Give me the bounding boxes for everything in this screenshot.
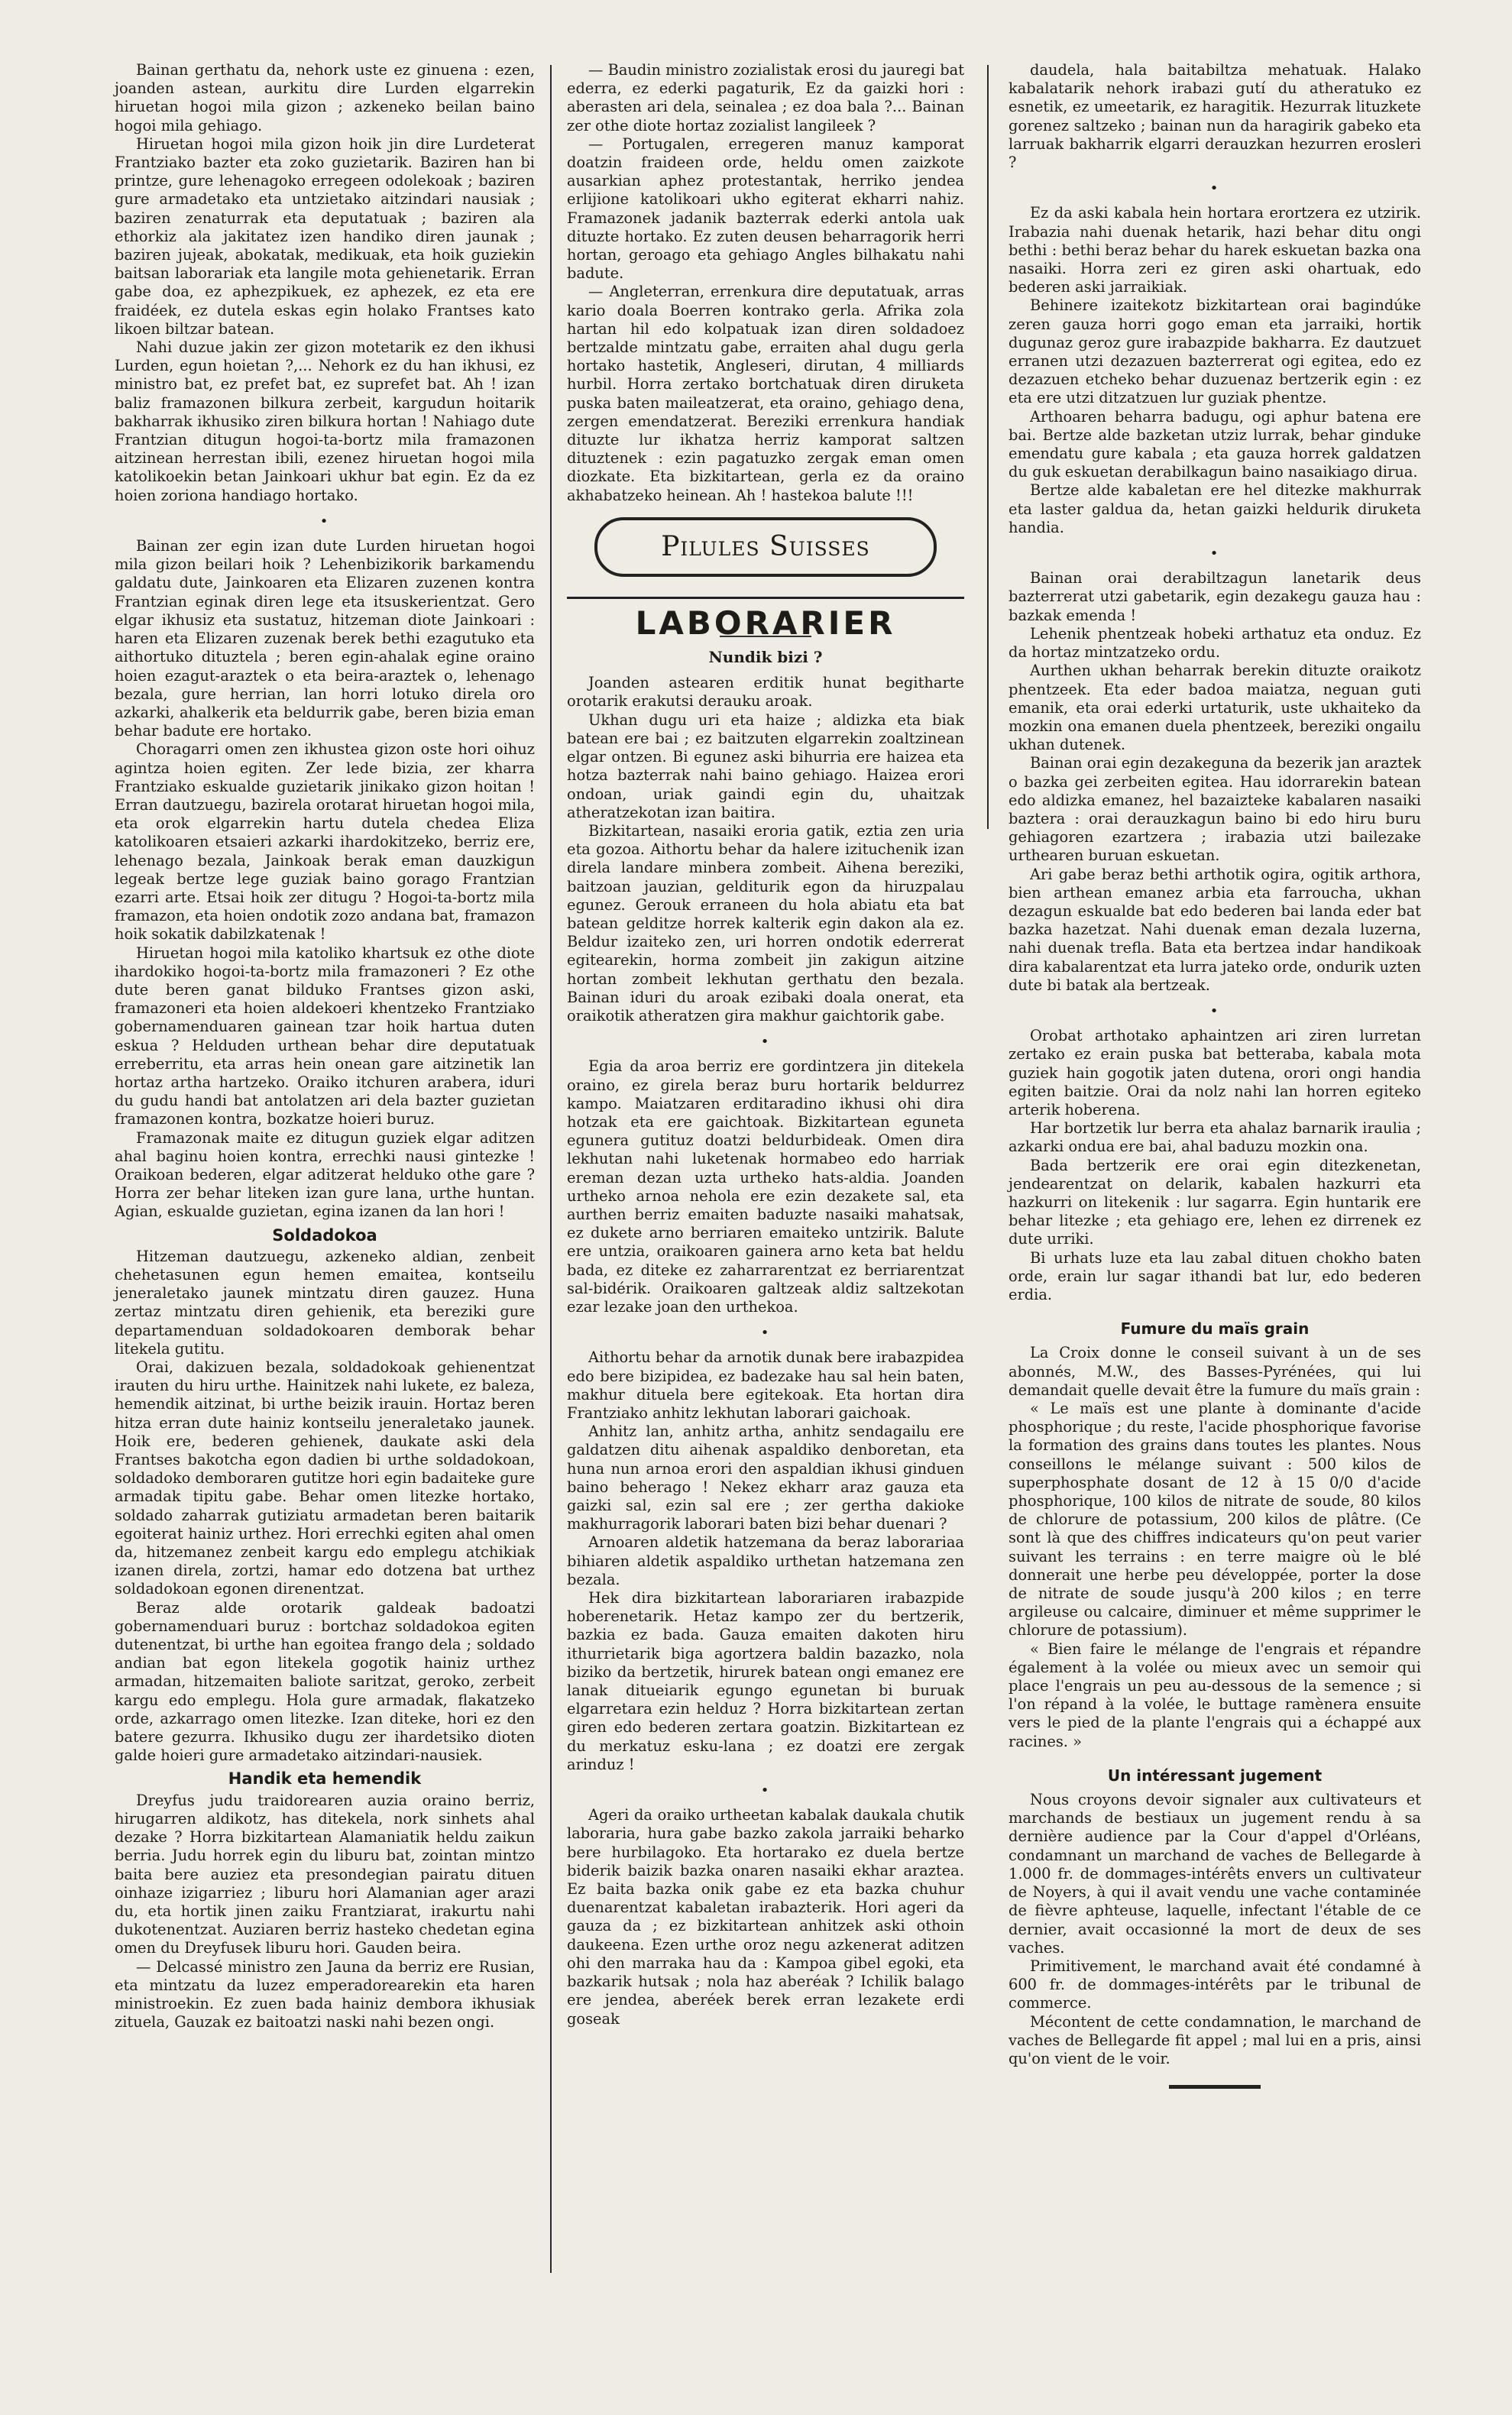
paragraph: Bada bertzerik ere orai egin ditezkenetan, jendearentzat on delarik, kabalen hazkurri eta hazkurri on litekenik : lur sagarra. Egin huntarik ere behar litezke ; eta gehiago ere, lehen ez dirrenek ez dute urriki. [1009,1156,1421,1248]
paragraph: — Portugalen, erregeren manuz kamporat doatzin fraideen orde, heldu omen zaizkote ausarkian aphez protestantak, herriko jendea erlijione katolikoari ukho egiterat ekharri nahiz. Framazonek jadanik bazterrak ederki antola uak dituzte hortako. Ez zuten deusen beharragorik herri hortan, geroago eta gehiago Angles bilhakatu nahi badute. [567,134,964,283]
paragraph: Arnoaren aldetik hatzemana da beraz laborariaa bihiaren aldetik aspaldiko urthetan hatzemana zen bezala. [567,1533,964,1588]
column-1 [115,61,535,2031]
column-2 [567,61,964,2028]
paragraph: Framazonak maite ez ditugun guziek elgar aditzen ahal baginu hoien kontra, errechki nausi gintezke ! Oraikoan bederen, elgar aditzerat helduko othe gare ? Horra zer behar liteken izan gure lana, urthe huntan. Agian, eskualde guzietan, egina izanen da lan hori ! [115,1128,535,1221]
paragraph: Anhitz lan, anhitz artha, anhitz sendagailu ere galdatzen ditu aihenak aspaldiko denboretan, eta huna nun arnoa erori den aspaldian ikhusi ginduen baino beherago ! Nekez ekharr araz gauza eta gaizki sal, ezin sal ere ; zer gertha dakioke makhurragorik laborari baten bizi behar duenari ? [567,1423,964,1533]
pilules-suisses-ad: Pilules Suisses [594,517,937,577]
paragraph: Dreyfus judu traidorearen auzia oraino berriz, hirugarren aldikotz, has ditekela, nork sinhets ahal dezake ? Horra bizkitartean Alamaniatik heldu zaikun berria. Judu horrek egin du liburu bat, zointan mintzo baita bere auziez eta presondegian pairatu dituen oinhaze izigarriez ; liburu hori Alamanian ager arazi du, eta hortik jinen zaiku Frantziarat, irakurtu nahi dukotenentzat. Auziaren berriz hasteko chedetan egina omen du Dreyfusek liburu hori. Gauden beira. [115,1791,535,1957]
paragraph: Egia da aroa berriz ere gordintzera jin ditekela oraino, ez girela beraz buru hortarik beldurrez kampo. Maiatzaren erditaradino ikhusi ohi dira hotzak eta ere gaichtoak. Bizkitartean eguneta egunera gutituz doatzi beldurbideak. Omen dira lekhutan nahi luketenak hormabeo edo harriak ereman dezan uzta urtheko hats-aldia. Joanden urtheko arnoa nehola ere ezin dezakete sal, eta aurthen berriz emaiten baduzte nasaiki mahatsak, ez dukete arno berriaren emaiteko untzirik. Balute ere untzia, oraikoaren gainera arno keta bat heldu bada, ez diteke ez zaharrarentzat ez berriarentzat sal-bidérik. Oraikoaren galtzeak aldiz saltzekotan ezar lezake joan den urthekoa. [567,1057,964,1316]
divider [567,597,964,599]
end-rule [1169,2085,1261,2089]
section-subheading: Nundik bizi ? [708,648,823,667]
paragraph: Ari gabe beraz bethi arthotik ogira, ogitik arthora, bien arthean emanez arbia eta farroucha, ukhan dezagun eskualde bat edo bederen bai landa eder bat bazka hazetzat. Nahi duenak eman dezala luzerna, nahi duenak trefla. Bata eta bertzea indar handikoak dira kabalarentzat eta lurra jateko orde, ondurik uzten dute bi batak ala bertzeak. [1009,865,1421,994]
paragraph: Joanden astearen erditik hunat begitharte orotarik erakutsi derauku aroak. [567,674,964,711]
section-masthead: LABORARIER [635,604,896,642]
paragraph: La Croix donne le conseil suivant à un de ses abonnés, M.W., des Basses-Pyrénées, qui lui demandait quelle devait être la fumure du maïs grain : [1009,1344,1421,1399]
section-dots: • [760,1782,771,1799]
paragraph: « Le maïs est une plante à dominante d'acide phosphorique ; du reste, l'acide phosphorique favorise la formation des grains dans toutes les plantes. Nous conseillons le mélange suivant : 500 kilos de superphosphate dosant de 12 à 15 0/0 d'acide phosphorique, 100 kilos de nitrate de soude, 80 kilos de chlorure de potassium, 200 kilos de plâtre. (Ce sont là que des chiffres indicateurs qu'on peut varier suivant les terrains : en terre maigre où le blé donnerait une herbe peu développée, porter la dose de nitrate de soude jusqu'à 200 kilos ; en terre argileuse ou calcaire, diminuer et même supprimer le chlorure de potassium). [1009,1400,1421,1640]
paragraph: Hiruetan hogoi mila gizon hoik jin dire Lurdeterat Frantziako bazter eta zoko guzietarik. Baziren han bi printze, gure lehenagoko erregeen odolekoak ; baziren gure armadetako eta untzietako aitzindari nausiak ; baziren zenaturrak eta deputatuak ; baziren ala ethorkiz ala jakitatez izen handiko diren jaunak ; baziren jujeak, abokatak, medikuak, eta hoik guziekin baitsan laborariak eta langile mota gehienetarik. Erran gabe doa, ez aphezpikuek, ez aphezek, ez eta ere fraidéek, ez dutela eskas egin holako Frantses kato likoen biltzar batean. [115,134,535,338]
paragraph: Hitzeman dautzuegu, azkeneko aldian, zenbeit chehetasunen egun hemen emaitea, kontseilu jeneraletako jaunek mintzatu diren gauzez. Huna zertaz mintzatu diren gehienik, eta bereziki gure departamenduan soldadokoaren demborak behar litekela gutitu. [115,1247,535,1358]
paragraph: Nahi duzue jakin zer gizon motetarik ez den ikhusi Lurden, egun hoietan ?,... Nehork ez du han ikhusi, ez ministro bat, ez prefet bat, ez suprefet bat. Ah ! izan baliz framazonen bilkura zerbeit, kargudun hoitarik bakharrak ikhusiko ziren bilkura hortan ! Nahiago dute Frantzian ditugun hogoi-ta-bortz mila framazonen aitzinean herrestan ibili, ezenez hiruetan hogoi mila katolikoekin betan Jainkoari ukhur bat egin. Ez da ez hoien zoriona handiago hortako. [115,338,535,504]
section-heading-soldadokoa: Soldadokoa [272,1225,377,1245]
paragraph: Orobat arthotako aphaintzen ari ziren lurretan zertako ez erain puska bat betteraba, kabala mota guziek hain gogotik jaten dutena, orori ongi handia egiten baitzie. Orai da nolz nahi lan horren egiteko arterik hoberena. [1009,1027,1421,1118]
column-rule-right [987,65,989,829]
section-dots: • [1209,545,1220,562]
paragraph: — Angleterran, errenkura dire deputatuak, arras kario doala Boerren kontrako gerla. Afrika zola hartan hil edo kolpatuak izan diren soldadoez bertzalde mintzatu gabe, erraiten ahal dugu gerla hortako hastetik, Angleseri, dirutan, 4 milliards hurbil. Horra zertako bortchatuak diren diruketa puska baten maileatzerat, eta oraino, gehiago dena, zergen emendatzerat. Bereziki errenkura handiak dituzte lur ikhatza herriz kamporat saltzen dituztenek : ezin pagatuzko zergak eman omen diozkate. Eta bizkitartean, gerla ez da oraino akhabatzeko heinean. Ah ! hastekoa balute !!! [567,283,964,504]
paragraph: Mécontent de cette condamnation, le marchand de vaches de Bellegarde fit appel ; mal lui en a pris, ainsi qu'on vient de le voir. [1009,2012,1421,2067]
section-dots: • [1209,180,1220,197]
section-heading-jugement: Un intéressant jugement [1107,1766,1323,1785]
paragraph: Behinere izaitekotz bizkitartean orai bagindúke zeren gauza horri gogo eman eta jarraiki, hortik dugunaz geroz gure irabazpide bakharra. Ez dautzuet erranen utzi dezazuen bazterrerat ogi egitea, edo ez dezazuen etcheko behar duzuenaz bertzerik egin : ez eta ere utzi ditzatzuen lur guziak phentze. [1009,296,1421,407]
paragraph: — Delcassé ministro zen Jauna da berriz ere Rusian, eta mintzatu da luzez emperadorearekin eta haren ministroekin. Ez zuen bada hainiz dembora ikhusiak zituela, Gauzak ez baitoatzi naski nahi bezen ongi. [115,1957,535,2031]
paragraph: Bainan orai derabiltzagun lanetarik deus bazterrerat utzi gabetarik, egin dezakegu gauza hau : bazkak emenda ! [1009,569,1421,624]
paragraph: Choragarri omen zen ikhustea gizon oste hori oihuz agintza hoien egiten. Zer lede bizia, zer kharra Frantziako eskualde guzietarik jinikako gizon hoitan ! Erran dautzuegu, bazirela orotarat hiruetan hogoi mila, eta orok elgarrekin hartu dutela chedea Eliza katolikoaren etsaieri azkarki ihardokitzeko, berriz ere, lehenago bezala, Jainkoak berak eman dauzkigun legeak bertze lege guziak baino gorago Frantzian ezarri arte. Etsai hoik zer ditugu ? Hogoi-ta-bortz mila framazon, eta hoien ondotik zozo andana bat, framazon hoik sokatik dabilzkatenak ! [115,740,535,944]
paragraph: Bainan gerthatu da, nehork uste ez ginuena : ezen, joanden astean, aurkitu dire Lurden elgarrekin hiruetan hogoi mila gizon ; azkeneko beilan baino hogoi mila gehiago. [115,61,535,134]
paragraph: daudela, hala baitabiltza mehatuak. Halako kabalatarik nehork irabazi gutí du atheratuko ez esnetik, ez umeetarik, ez haragitik. Hezurrak lituzkete gorenez saltzeko ; bainan nun da haragirik gabeko eta larruak bakharrik elgarri derauzkan hezurren erosleri ? [1009,61,1421,172]
paragraph: Primitivement, le marchand avait été condamné à 600 fr. de dommages-intérêts par le tribunal de commerce. [1009,1957,1421,2012]
paragraph: Ez da aski kabala hein hortara erortzera ez utzirik. Irabazia nahi duenak hetarik, hazi behar ditu ongi bethi : bethi beraz behar du harek eskuetan bazka ona nasaiki. Horra zeri ez giren aski ohartuak, edo bederen aski jarraikiak. [1009,204,1421,296]
paragraph: Bertze alde kabaletan ere hel ditezke makhurrak eta laster galdua da, hetan gaizki heldurik diruketa handia. [1009,481,1421,536]
paragraph: Nous croyons devoir signaler aux cultivateurs et marchands de bestiaux un jugement rendu à sa dernière audience par la Cour d'appel d'Orléans, condamnant un marchand de vaches de Bellegarde à 1.000 fr. de dommages-intérêts envers un cultivateur de Noyers, à qui il avait vendu une vache contaminée de fièvre aphteuse, laquelle, infectant l'étable de ce dernier, avait occasionné la mort de deux de ses vaches. [1009,1791,1421,1957]
section-dots: • [760,1034,771,1050]
paragraph: Bi urhats luze eta lau zabal dituen chokho baten orde, erain lur sagar ithandi bat lur, edo bederen erdia. [1009,1248,1421,1303]
paragraph: Ageri da oraiko urtheetan kabalak daukala chutik laboraria, hura gabe bazko zakola jarraiki beharko bere hurbilagoko. Eta hortarako ez duela bertze biderik baizik bazka onaren nasaiki ekhar araztea. Ez baita bazka onik gabe ez eta bazka chuhur duenarentzat kabaletan irabazterik. Hori ageri da gauza da ; ez bizkitartean anhitzek aski othoin daukeena. Ezen urthe oroz negu azkenerat aditzen ohi den marraka hau da : Kampoa gibel egoki, eta bazkarik hutsak ; nola haz aberéak ? Ichilik balago ere jendea, aberéek berek erran lezakete erdi goseak [567,1806,964,2028]
section-heading-fumure: Fumure du maïs grain [1120,1319,1310,1339]
paragraph: Aithortu behar da arnotik dunak bere irabazpidea edo bere bizipidea, ez badezake hau sal hein baten, makhur dituela bere egitekoak. Eta hortan dira Frantziako anhitz lekhutan laborari gaichoak. [567,1348,964,1422]
column-3 [1009,61,1421,2089]
paragraph: « Bien faire le mélange de l'engrais et répandre également à la volée ou mieux avec un semoir qui place l'engrais un peu au-dessous de la semence ; si l'on répand à la volée, le buttage ramènera ensuite vers le pied de la plante l'engrais qui a échappé aux racines. » [1009,1640,1421,1750]
paragraph: Bainan orai egin dezakeguna da bezerik jan araztek o bazka gei zerbeiten egitea. Hau idorrarekin batean edo aldizka emanez, hel bazaizteke kabalaren nasaiki baztera : orai derauzkagun baino bi edo hiru buru gehiagoren ezartzera ; irabazia utzi bailezake urthearen buruan eskuetan. [1009,754,1421,865]
paragraph: Bizkitartean, nasaiki eroria gatik, eztia zen uria eta gozoa. Aithortu behar da halere izituchenik izan direla landare minbera zombeit. Aihena bereziki, baitzoan jauzian, gelditurik egon da hiruzpalau egunez. Gerouk erraneen du hola abiatu eta bat batean gelditze horrek kalterik egin dakon ala ez. Beldur izaiteko zen, uri horren ondotik ederrerat egitearekin, horma zombeit jin zakigun aitzine hortan zombeit lekhutan gerthatu den bezala. Bainan iduri du aroak ezibaki doala onerat, eta oraikotik atheratzen gira makhur gaichtorik gabe. [567,821,964,1025]
paragraph: Beraz alde orotarik galdeak badoatzi gobernamenduari buruz : bortchaz soldadokoa egiten dutenentzat, bi urthe han egoitea frango dela ; soldado andian bat egon litekela gogotik hainiz urthez armadan, hitzemaiten baliote saritzat, geroko, zerbeit kargu edo emplegu. Hola gure armadak, flakatzeko orde, azkarrago omen litezke. Izan diteke, hori ez den batere gezurra. Ikhusiko dugu zer ihardetsiko dioten galde hoieri gure armadetako aitzindari-nausiek. [115,1598,535,1765]
paragraph: Hek dira bizkitartean laborariaren irabazpide hoberenetarik. Hetaz kampo zer du bertzerik, bazkia ez bada. Gauza emaiten dakoten hiru ithurrietarik biga agortzera baldin bazazko, nola biziko da bertzetik, hirurek batean ongi emanez ere lanak ditueiarik egungo egunetan bi buruak elgarretara ezin helduz ? Horra bizkitartean zertan giren edo bederen zertara goatzin. Bizkitartean ez du merkatuz esku-lana ; ez doatzi ere zergak arinduz ! [567,1589,964,1773]
paragraph: Hiruetan hogoi mila katoliko khartsuk ez othe diote ihardokiko hogoi-ta-bortz mila framazoneri ? Ez othe dute beren ganat bilduko Frantses gizon aski, framazoneri eta hoien aldekoeri khentzeko Frantziako gobernamenduaren gainean tzar hoik hartua duten eskua ? Helduden urthean behar dire deputatuak erreberritu, eta arras hein onean gare aitzinetik lan hortaz artha hartzeko. Oraiko itchuren arabera, iduri du gudu handi bat antolatzen ari dela bazter guzietan framazonen kontra, bozkatze hoieri buruz. [115,944,535,1128]
section-dots: • [1209,1002,1220,1019]
section-heading-handik: Handik eta hemendik [228,1769,422,1789]
section-dots: • [760,1325,771,1342]
section-dots: • [319,513,330,529]
paragraph: Ukhan dugu uri eta haize ; aldizka eta biak batean ere bai ; ez baitzuten elgarrekin zoaltzinean elgar ontzen. Bi egunez aski bihurria ere haizea eta hotza bazterrak nahi baino gehiago. Haizea erori ondoan, uriak gaindi egin du, uhaitzak atheratzekotan izan baitira. [567,711,964,821]
paragraph: Aurthen ukhan beharrak berekin dituzte oraikotz phentzeek. Eta eder badoa maiatza, neguan guti emanik, eta orai ederki urtaturik, uste ukhaiteko da mozkin ona emanen duela phentzeek, bereziki ongailu ukhan dutenek. [1009,662,1421,754]
paragraph: Arthoaren beharra badugu, ogi aphur batena ere bai. Bertze alde bazketan utziz lurrak, behar ginduke emendatu gure kabala ; eta gauza horrek galdatzen du guk eskuetan derabilkagun baino nasaikiago dirua. [1009,407,1421,481]
paragraph: — Baudin ministro zozialistak erosi du jauregi bat ederra, ez ederki pagaturik, Ez da gaizki hori : aberasten ari dela, seinalea ; ez doa bala ?... Bainan zer othe diote hortaz zozialist langileek ? [567,61,964,134]
paragraph: Bainan zer egin izan dute Lurden hiruetan hogoi mila gizon beilari hoik ? Lehenbizikorik barkamendu galdatu dute, Jainkoaren eta Elizaren zuzenen kontra Frantzian eginak diren lege eta itsuskerientzat. Gero elgar ikhusiz eta sustatuz, hitzeman diote Jainkoari : haren eta Elizaren zuzenak berek bethi ezagutuko eta aithortuko dituztela ; beren egin-ahalak egine oraino hoien ezagut-araztek o eta beira-araztek o, lehenago bezala, gure herrian, lan horri lotuko direla oro azkarki, ahalkerik eta beldurrik gabe, beren bizia eman behar badute ere hortako. [115,537,535,740]
paragraph: Orai, dakizuen bezala, soldadokoak gehienentzat irauten du hiru urthe. Hainitzek nahi lukete, ez baleza, hemendik aitzinat, bi urthe beizik irauin. Hortaz beren hitza erran dute hainiz kontseilu jeneraletako jaunek. Hoik ere, bederen gehienek, daukate aski dela Frantses bakotcha egon dadien bi urthe soldadokoan, soldadoko demboraren gutitze hori egin badaiteke gure armadak tipitu gabe. Behar omen litezke hortako, soldado zaharrak gutiziatu armadetan beren baitarik egoiterat hainiz urthez. Hori errechki egiten ahal omen da, hitzemanez zenbeit kargu edo emplegu atchikiak izanen direla, zortzi, hamar edo dotzena bat urthez soldadokoan egonen direnentzat. [115,1358,535,1598]
paragraph: Har bortzetik lur berra eta ahalaz barnarik iraulia ; azkarki ondua ere bai, ahal baduzu mozkin ona. [1009,1119,1421,1156]
paragraph: Lehenik phentzeak hobeki arthatuz eta onduz. Ez da hortaz mintzatzeko ordu. [1009,624,1421,662]
column-rule-left [550,65,552,2273]
